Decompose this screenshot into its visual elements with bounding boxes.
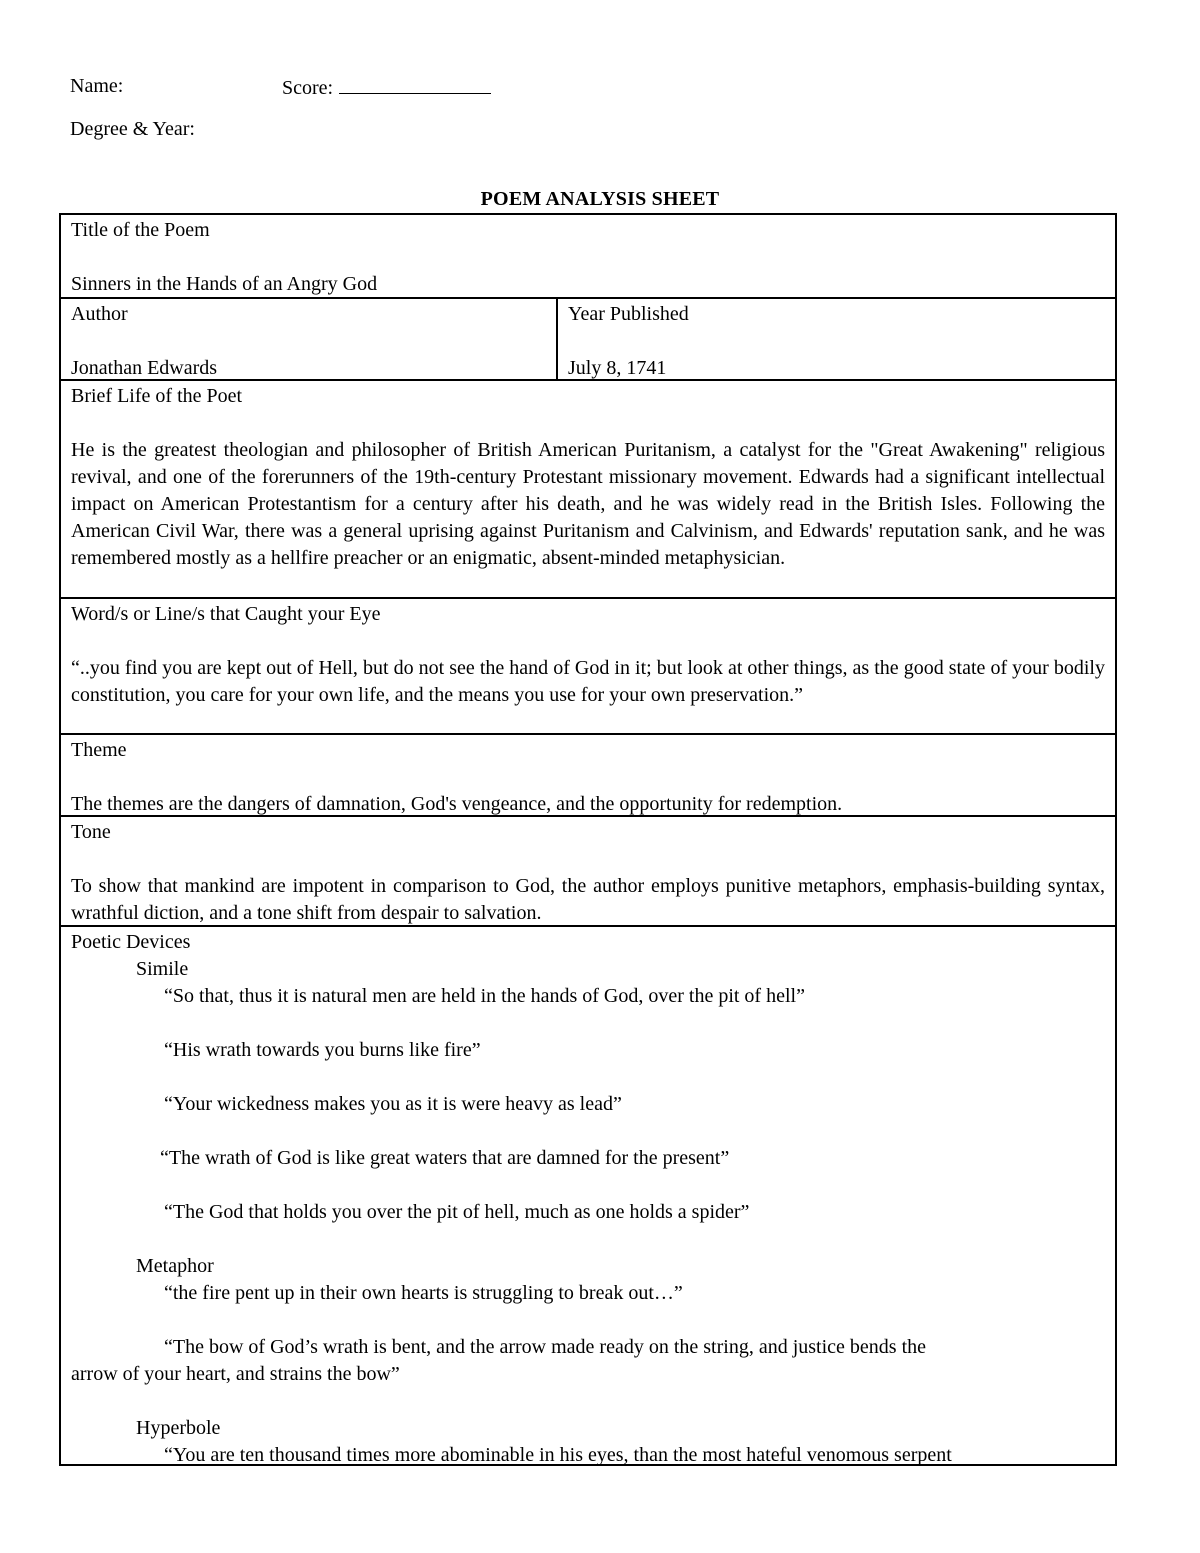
simile-label: Simile [136, 958, 189, 980]
devices-cell [61, 927, 1115, 1464]
caught-eye-value: “..you find you are kept out of Hell, but do not see the hand of God in it; but look at other things, as the good state of your bodily constitution, you care for your own life, and the means you use for your own preservation.” [71, 657, 1105, 706]
sheet-title: POEM ANALYSIS SHEET [480, 188, 720, 210]
metaphor-quote-1: “the fire pent up in their own hearts is struggling to break out…” [164, 1282, 683, 1304]
theme-cell [61, 735, 1115, 815]
life-value: He is the greatest theologian and philosopher of British American Puritanism, a catalyst for the "Great Awakening" religious revival, and one of the forerunners of the 19th-century Protestant missionary movement. Edwards had a significant intellectual impact on American Protestantism for a century after his death, and he was widely read in the British Isles. Following the American Civil War, there was a general uprising against Puritanism and Calvinism, and Edwards' reputation sank, and he was remembered mostly as a hellfire preacher or an enigmatic, absent-minded metaphysician. [71, 439, 1105, 569]
simile-quote-2: “His wrath towards you burns like fire” [164, 1039, 481, 1061]
simile-quote-5: “The God that holds you over the pit of hell, much as one holds a spider” [164, 1201, 750, 1223]
degree-year-label: Degree & Year: [70, 118, 195, 140]
simile-quote-1: “So that, thus it is natural men are held in the hands of God, over the pit of hell” [164, 985, 805, 1007]
row-theme [61, 735, 1115, 817]
row-tone [61, 817, 1115, 927]
tone-cell [61, 817, 1115, 925]
title-label: Title of the Poem [71, 219, 210, 241]
name-label: Name: [70, 75, 124, 97]
year-label: Year Published [568, 303, 689, 325]
score-field [282, 73, 491, 102]
row-author-year [61, 299, 1115, 381]
metaphor-quote-2-line1: “The bow of God’s wrath is bent, and the arrow made ready on the string, and justice bends the [164, 1336, 927, 1358]
simile-quote-3: “Your wickedness makes you as it is were heavy as lead” [164, 1093, 622, 1115]
row-caught-eye [61, 599, 1115, 735]
theme-label: Theme [71, 739, 127, 761]
year-cell [556, 299, 1115, 379]
hyperbole-quote-1: “You are ten thousand times more abominable in his eyes, than the most hateful venomous serpent [164, 1444, 952, 1466]
life-cell [61, 381, 1115, 597]
life-label: Brief Life of the Poet [71, 385, 243, 407]
theme-value: The themes are the dangers of damnation, God's vengeance, and the opportunity for redemption. [71, 793, 843, 815]
author-cell [61, 299, 556, 379]
hyperbole-label: Hyperbole [136, 1417, 221, 1439]
year-value: July 8, 1741 [568, 357, 667, 379]
score-blank-line[interactable] [339, 73, 491, 94]
score-label: Score: [282, 77, 334, 99]
title-value: Sinners in the Hands of an Angry God [71, 273, 378, 295]
author-value: Jonathan Edwards [71, 357, 218, 379]
metaphor-quote-2-line2: arrow of your heart, and strains the bow” [71, 1363, 400, 1385]
analysis-table [59, 213, 1117, 1466]
devices-label: Poetic Devices [71, 931, 191, 953]
tone-value: To show that mankind are impotent in comparison to God, the author employs punitive metaphors, emphasis-building syntax, wrathful diction, and a tone shift from despair to salvation. [71, 875, 1105, 924]
row-poetic-devices [61, 927, 1115, 1464]
caught-eye-label: Word/s or Line/s that Caught your Eye [71, 603, 381, 625]
title-cell [61, 215, 1115, 297]
tone-label: Tone [71, 821, 111, 843]
metaphor-label: Metaphor [136, 1255, 214, 1277]
caught-eye-cell [61, 599, 1115, 733]
row-title [61, 215, 1115, 299]
simile-quote-4: “The wrath of God is like great waters that are damned for the present” [160, 1147, 730, 1169]
author-label: Author [71, 303, 128, 325]
row-brief-life [61, 381, 1115, 599]
